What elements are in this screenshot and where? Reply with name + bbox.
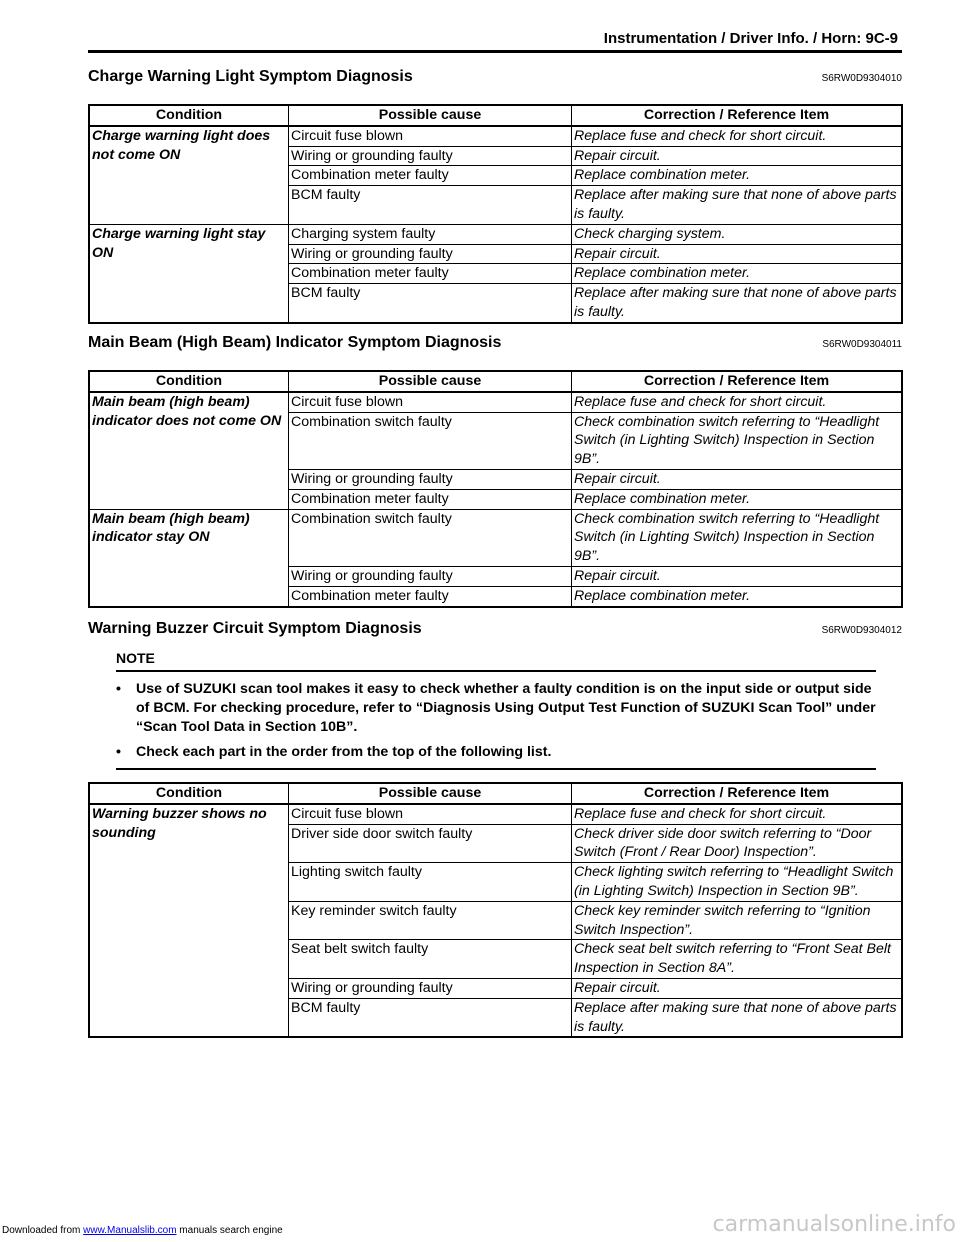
table-row <box>89 224 902 244</box>
cause-cell: Circuit fuse blown <box>289 804 572 824</box>
column-header-correction: Correction / Reference Item <box>572 105 903 126</box>
cause-cell: Combination switch faulty <box>289 509 572 566</box>
note-label: NOTE <box>116 650 155 666</box>
correction-cell: Replace fuse and check for short circuit. <box>572 126 903 146</box>
correction-cell: Replace combination meter. <box>572 586 903 606</box>
correction-cell: Replace after making sure that none of above parts is faulty. <box>572 998 903 1037</box>
section-title: Main Beam (High Beam) Indicator Symptom Diagnosis <box>88 334 502 351</box>
correction-cell: Repair circuit. <box>572 469 903 489</box>
condition-cell: Main beam (high beam) indicator does not come ON <box>89 392 289 509</box>
table-row <box>89 392 902 412</box>
column-header-cause: Possible cause <box>289 105 572 126</box>
header-rule <box>88 50 902 53</box>
column-header-condition: Condition <box>89 783 289 804</box>
cause-cell: Wiring or grounding faulty <box>289 566 572 586</box>
correction-cell: Repair circuit. <box>572 978 903 998</box>
warning-buzzer-table <box>88 782 903 1038</box>
note-rule <box>116 670 876 672</box>
cause-cell: Lighting switch faulty <box>289 863 572 902</box>
correction-cell: Repair circuit. <box>572 146 903 166</box>
watermark: carmanualsonline.info <box>712 1212 956 1237</box>
correction-cell: Repair circuit. <box>572 244 903 264</box>
cause-cell: Wiring or grounding faulty <box>289 244 572 264</box>
section-warning-buzzer <box>88 620 902 640</box>
footer <box>2 1225 283 1236</box>
bullet-icon: • <box>116 681 121 697</box>
correction-cell: Replace after making sure that none of above parts is faulty. <box>572 186 903 225</box>
cause-cell: BCM faulty <box>289 284 572 323</box>
note-text: Use of SUZUKI scan tool makes it easy to check whether a faulty condition is on the input side or output side of BCM. For checking procedure, refer to “Diagnosis Using Output Test Function of SUZUKI Scan Tool” under “Scan Tool Data in Section 10B”. <box>136 681 876 735</box>
column-header-correction: Correction / Reference Item <box>572 783 903 804</box>
correction-cell: Replace fuse and check for short circuit. <box>572 392 903 412</box>
condition-cell: Charge warning light stay ON <box>89 224 289 322</box>
correction-cell: Check key reminder switch referring to “Ignition Switch Inspection”. <box>572 901 903 940</box>
page-header-title: Instrumentation / Driver Info. / Horn: 9C-9 <box>603 30 898 47</box>
section-title: Charge Warning Light Symptom Diagnosis <box>88 68 413 85</box>
correction-cell: Check lighting switch referring to “Headlight Switch (in Lighting Switch) Inspection in Section 9B”. <box>572 863 903 902</box>
cause-cell: Wiring or grounding faulty <box>289 146 572 166</box>
condition-cell: Warning buzzer shows no sounding <box>89 804 289 1038</box>
condition-cell: Main beam (high beam) indicator stay ON <box>89 509 289 606</box>
cause-cell: Key reminder switch faulty <box>289 901 572 940</box>
list-item <box>116 680 876 737</box>
correction-cell: Replace combination meter. <box>572 166 903 186</box>
note-rule <box>116 768 876 770</box>
correction-cell: Check charging system. <box>572 224 903 244</box>
section-code: S6RW0D9304012 <box>821 625 902 636</box>
column-header-condition: Condition <box>89 371 289 392</box>
cause-cell: Circuit fuse blown <box>289 126 572 146</box>
cause-cell: BCM faulty <box>289 998 572 1037</box>
correction-cell: Check driver side door switch referring to “Door Switch (Front / Rear Door) Inspection”. <box>572 824 903 863</box>
note-list <box>116 680 876 762</box>
column-header-cause: Possible cause <box>289 783 572 804</box>
footer-prefix: Downloaded from <box>2 1225 84 1236</box>
correction-cell: Check seat belt switch referring to “Front Seat Belt Inspection in Section 8A”. <box>572 940 903 979</box>
charge-warning-table <box>88 104 903 324</box>
cause-cell: Combination meter faulty <box>289 166 572 186</box>
section-code: S6RW0D9304011 <box>822 339 902 350</box>
cause-cell: Charging system faulty <box>289 224 572 244</box>
table-row <box>89 509 902 566</box>
bullet-icon: • <box>116 744 121 760</box>
table-row <box>89 804 902 824</box>
section-charge-warning <box>88 68 902 88</box>
cause-cell: Combination meter faulty <box>289 264 572 284</box>
cause-cell: Wiring or grounding faulty <box>289 469 572 489</box>
footer-suffix: manuals search engine <box>176 1225 283 1236</box>
cause-cell: Seat belt switch faulty <box>289 940 572 979</box>
list-item <box>116 743 876 762</box>
cause-cell: Combination meter faulty <box>289 586 572 606</box>
condition-cell: Charge warning light does not come ON <box>89 126 289 224</box>
column-header-correction: Correction / Reference Item <box>572 371 903 392</box>
correction-cell: Replace fuse and check for short circuit. <box>572 804 903 824</box>
section-title: Warning Buzzer Circuit Symptom Diagnosis <box>88 620 422 637</box>
correction-cell: Repair circuit. <box>572 566 903 586</box>
correction-cell: Check combination switch referring to “Headlight Switch (in Lighting Switch) Inspection in Section 9B”. <box>572 412 903 469</box>
manualslib-link[interactable]: www.Manualslib.com <box>83 1225 177 1236</box>
correction-cell: Replace combination meter. <box>572 264 903 284</box>
correction-cell: Replace combination meter. <box>572 489 903 509</box>
note-text: Check each part in the order from the top of the following list. <box>136 744 552 760</box>
main-beam-table <box>88 370 903 608</box>
column-header-condition: Condition <box>89 105 289 126</box>
cause-cell: Circuit fuse blown <box>289 392 572 412</box>
cause-cell: BCM faulty <box>289 186 572 225</box>
cause-cell: Driver side door switch faulty <box>289 824 572 863</box>
correction-cell: Replace after making sure that none of above parts is faulty. <box>572 284 903 323</box>
cause-cell: Wiring or grounding faulty <box>289 978 572 998</box>
correction-cell: Check combination switch referring to “Headlight Switch (in Lighting Switch) Inspection in Section 9B”. <box>572 509 903 566</box>
section-main-beam <box>88 334 902 354</box>
cause-cell: Combination meter faulty <box>289 489 572 509</box>
column-header-cause: Possible cause <box>289 371 572 392</box>
cause-cell: Combination switch faulty <box>289 412 572 469</box>
table-row <box>89 126 902 146</box>
section-code: S6RW0D9304010 <box>821 73 902 84</box>
note-block <box>116 650 876 770</box>
